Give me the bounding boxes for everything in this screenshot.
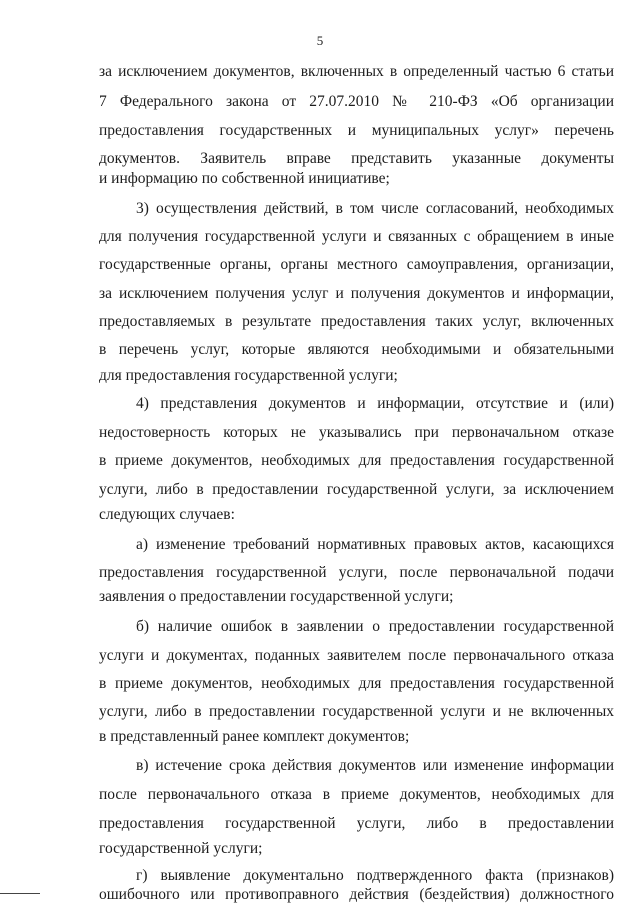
text-line: услуги и документах, поданных заявителем после первоначального отказа (99, 647, 614, 664)
page-number: 5 (316, 33, 324, 48)
text-line: предоставления государственных и муниципальных услуг» перечень (99, 122, 614, 139)
text-line: за исключением документов, включенных в определенный частью 6 статьи (99, 63, 614, 80)
text-line: после первоначального отказа в приеме документов, необходимых для (99, 786, 614, 803)
text-line: в перечень услуг, которые являются необходимыми и обязательными (99, 341, 614, 358)
text-line: предоставления государственной услуги, после первоначальной подачи (99, 564, 614, 581)
text-line: государственной услуги; (99, 840, 263, 857)
text-line: в представленный ранее комплект документов; (99, 728, 410, 745)
text-line: ошибочного или противоправного действия (бездействия) должностного (99, 886, 614, 903)
text-line: за исключением получения услуг и получения документов и информации, (99, 285, 614, 302)
text-line: 4) представления документов и информации, отсутствие и (или) (136, 395, 614, 412)
text-line: предоставления государственной услуги, либо в предоставлении (99, 815, 614, 832)
text-line: для предоставления государственной услуги; (99, 367, 398, 384)
text-line: для получения государственной услуги и связанных с обращением в иные (99, 228, 614, 245)
text-line: следующих случаев: (99, 506, 235, 523)
text-line: в приеме документов, необходимых для предоставления государственной (99, 452, 614, 469)
text-line: услуги, либо в предоставлении государственной услуги, за исключением (99, 481, 614, 498)
text-line: государственные органы, органы местного самоуправления, организации, (99, 256, 614, 273)
text-line: 3) осуществления действий, в том числе согласований, необходимых (136, 200, 614, 217)
text-line: услуги, либо в предоставлении государственной услуги и не включенных (99, 703, 614, 720)
text-line: недостоверность которых не указывались при первоначальном отказе (99, 424, 614, 441)
text-line: и информацию по собственной инициативе; (99, 170, 390, 187)
text-line: в) истечение срока действия документов или изменение информации (136, 757, 614, 774)
text-line: г) выявление документально подтвержденного факта (признаков) (136, 867, 614, 884)
scan-edge-mark (0, 893, 40, 894)
text-line: предоставляемых в результате предоставления таких услуг, включенных (99, 313, 614, 330)
text-line: а) изменение требований нормативных правовых актов, касающихся (136, 536, 614, 553)
text-line: документов. Заявитель вправе представить указанные документы (99, 150, 614, 167)
text-line: заявления о предоставлении государственной услуги; (99, 588, 454, 605)
text-line: 7 Федерального закона от 27.07.2010 № 210-ФЗ «Об организации (99, 93, 614, 110)
text-line: б) наличие ошибок в заявлении о предоставлении государственной (136, 618, 614, 635)
text-line: в приеме документов, необходимых для предоставления государственной (99, 675, 614, 692)
